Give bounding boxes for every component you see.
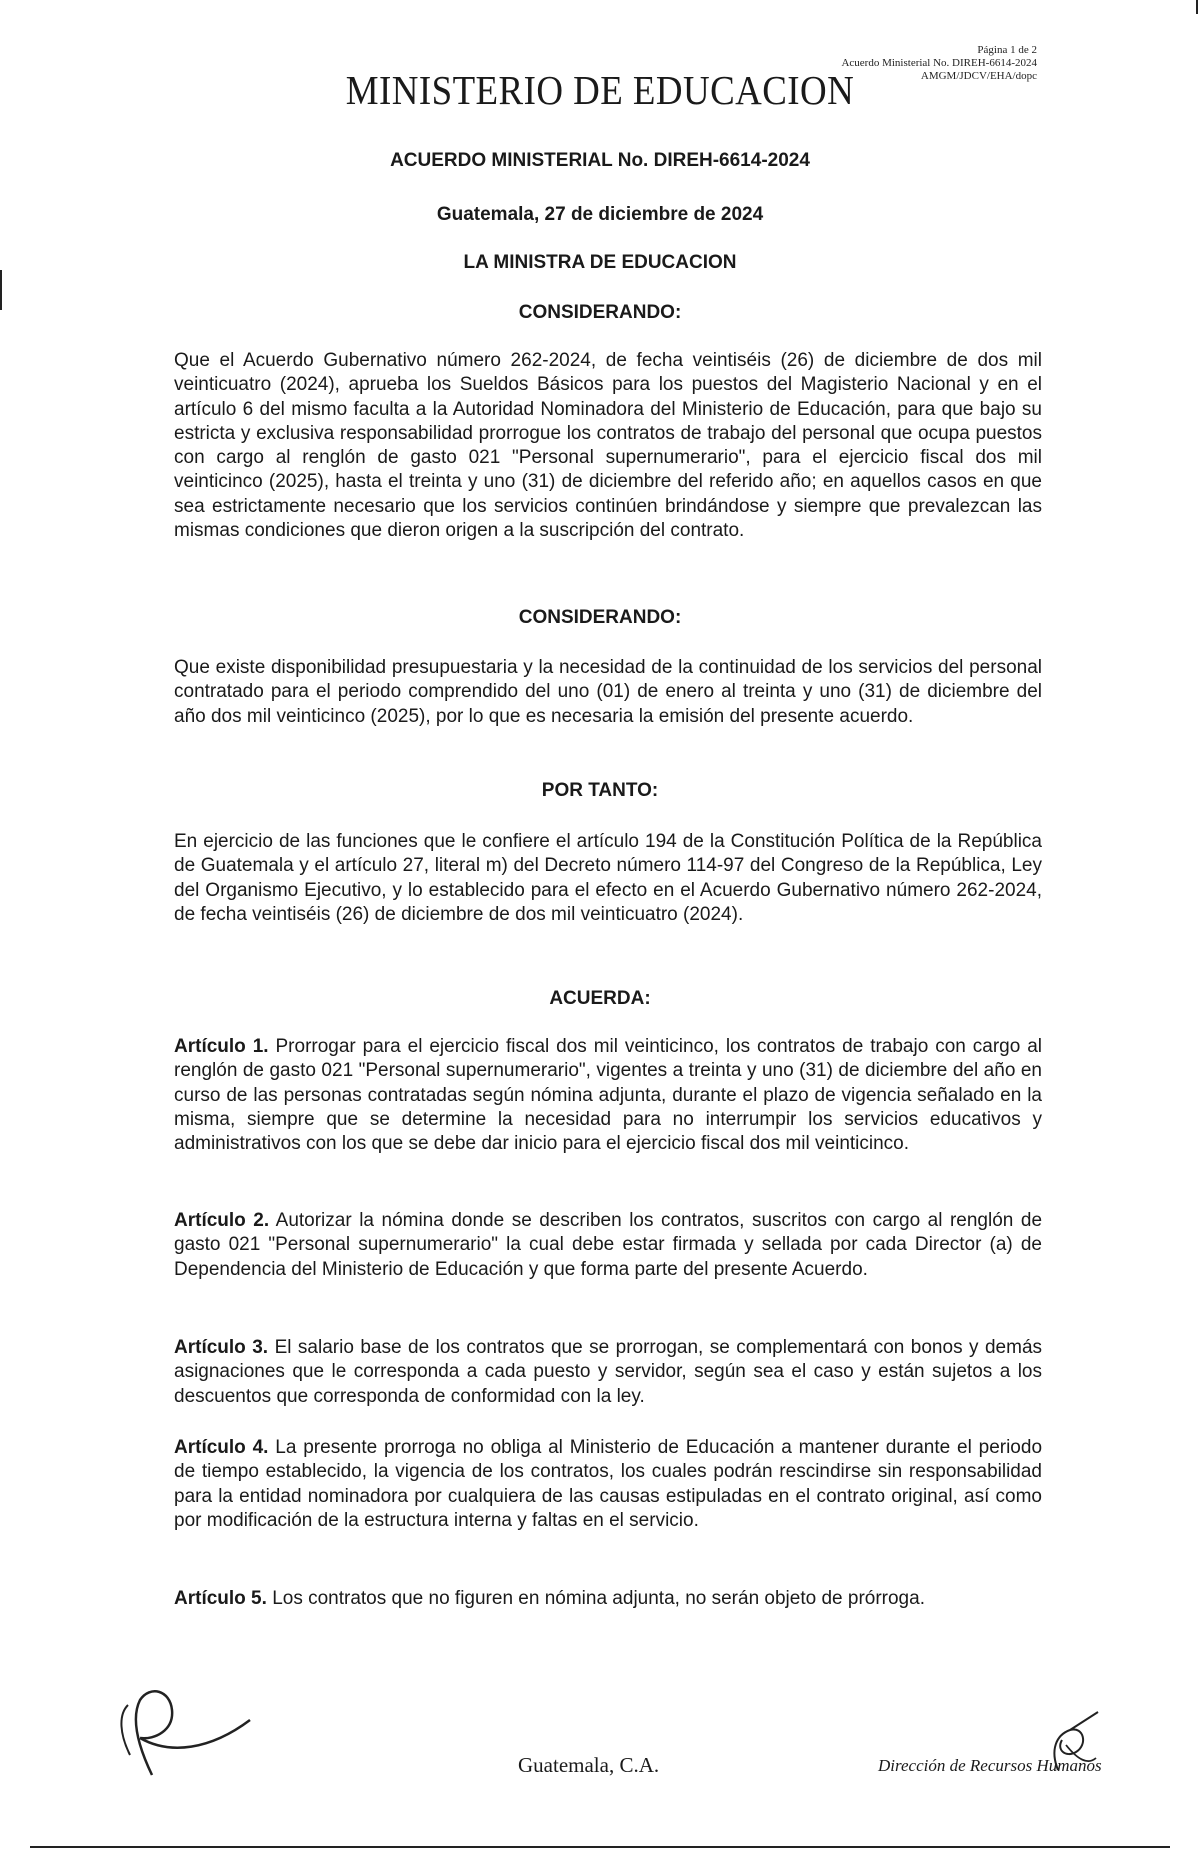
place-date: Guatemala, 27 de diciembre de 2024 [436, 204, 764, 225]
agreement-reference-line: Acuerdo Ministerial No. DIREH-6614-2024 [841, 57, 1037, 69]
initials-line: AMGM/JDCV/EHA/dopc [920, 70, 1037, 82]
article-2 [174, 1209, 1042, 1282]
edge-mark-top [1196, 0, 1198, 14]
signature-left [110, 1680, 260, 1790]
article-4 [174, 1436, 1042, 1533]
article-3-label: Artículo 3. [174, 1337, 269, 1358]
article-1-text: Prorrogar para el ejercicio fiscal dos mil veinticinco, los contratos de trabajo con cargo al renglón de gasto 021 "Personal supernumerario", vigentes a treinta y uno (31) de diciembre del año en curso de las personas contratadas según nómina adjunta, durante el plazo de vigencia señalado en la misma, siempre que se determine la necesidad para no interrumpir los servicios educativos y administrativos con los que se debe dar inicio para el ejercicio fiscal dos mil veinticinco. [174, 1036, 1043, 1155]
article-5-text: Los contratos que no figuren en nómina adjunta, no serán objeto de prórroga. [272, 1588, 925, 1609]
footer-location: Guatemala, C.A. [518, 1753, 660, 1777]
authority-title: LA MINISTRA DE EDUCACION [463, 252, 737, 273]
article-5 [174, 1587, 1042, 1611]
article-1-label: Artículo 1. [174, 1036, 269, 1057]
article-4-text: La presente prorroga no obliga al Ministerio de Educación a mantener durante el periodo de tiempo establecido, la vigencia de los contratos, los cuales podrán rescindirse sin responsabilidad para la entidad nominadora por cualquiera de las causas estipuladas en el contrato original, así como por modificación de la estructura interna y faltas en el servicio. [174, 1437, 1043, 1531]
article-1 [174, 1035, 1042, 1156]
agreement-title: ACUERDO MINISTERIAL No. DIREH-6614-2024 [390, 150, 810, 171]
considerando-text-1: Que el Acuerdo Gubernativo número 262-2024, de fecha veintiséis (26) de diciembre de dos mil veinticuatro (2024), aprueba los Sueldos Básicos para los puestos del Magisterio Nacional y en el artículo 6 del mismo faculta a la Autoridad Nominadora del Ministerio de Educación, para que bajo su estricta y exclusiva responsabilidad prorrogue los contratos de trabajo del personal que ocupa puestos con cargo al renglón de gasto 021 "Personal supernumerario", para el ejercicio fiscal dos mil veinticinco (2025), hasta el treinta y uno (31) de diciembre del referido año; en aquellos casos en que sea estrictamente necesario que los servicios continúen brindándose y siempre que prevalezcan las mismas condiciones que dieron origen a la suscripción del contrato. [174, 350, 1042, 542]
page-number-label: Página 1 de 2 [977, 44, 1037, 56]
signature-initials-right [1048, 1710, 1108, 1780]
article-2-text: Autorizar la nómina donde se describen los contratos, suscritos con cargo al renglón de gasto 021 "Personal supernumerario" la cual debe estar firmada y sellada por cada Director (a) de Dependencia del Ministerio de Educación y que forma parte del presente Acuerdo. [174, 1210, 1043, 1280]
article-4-label: Artículo 4. [174, 1437, 269, 1458]
considerando-heading-1: CONSIDERANDO: [518, 302, 682, 323]
footer-rule [30, 1846, 1170, 1848]
footer-department: Dirección de Recursos Humanos [878, 1756, 1102, 1775]
ministry-masthead: MINISTERIO DE EDUCACION [345, 67, 855, 113]
article-5-label: Artículo 5. [174, 1588, 267, 1609]
considerando-heading-2: CONSIDERANDO: [518, 607, 682, 628]
por-tanto-heading: POR TANTO: [541, 780, 659, 801]
edge-mark-left [0, 270, 2, 310]
acuerda-heading: ACUERDA: [549, 988, 651, 1009]
por-tanto-text: En ejercicio de las funciones que le confiere el artículo 194 de la Constitución Política de la República de Guatemala y el artículo 27, literal m) del Decreto número 114-97 del Congreso de la República, Ley del Organismo Ejecutivo, y lo establecido para el efecto en el Acuerdo Gubernativo número 262-2024, de fecha veintiséis (26) de diciembre de dos mil veinticuatro (2024). [174, 831, 1042, 925]
considerando-text-2: Que existe disponibilidad presupuestaria y la necesidad de la continuidad de los servicios del personal contratado para el periodo comprendido del uno (01) de enero al treinta y uno (31) de diciembre del año dos mil veinticinco (2025), por lo que es necesaria la emisión del presente acuerdo. [174, 657, 1042, 727]
article-2-label: Artículo 2. [174, 1210, 270, 1231]
article-3 [174, 1336, 1042, 1409]
article-3-text: El salario base de los contratos que se prorrogan, se complementará con bonos y demás asignaciones que le corresponda a cada puesto y servidor, según sea el caso y están sujetos a los descuentos que corresponda de conformidad con la ley. [174, 1337, 1043, 1407]
